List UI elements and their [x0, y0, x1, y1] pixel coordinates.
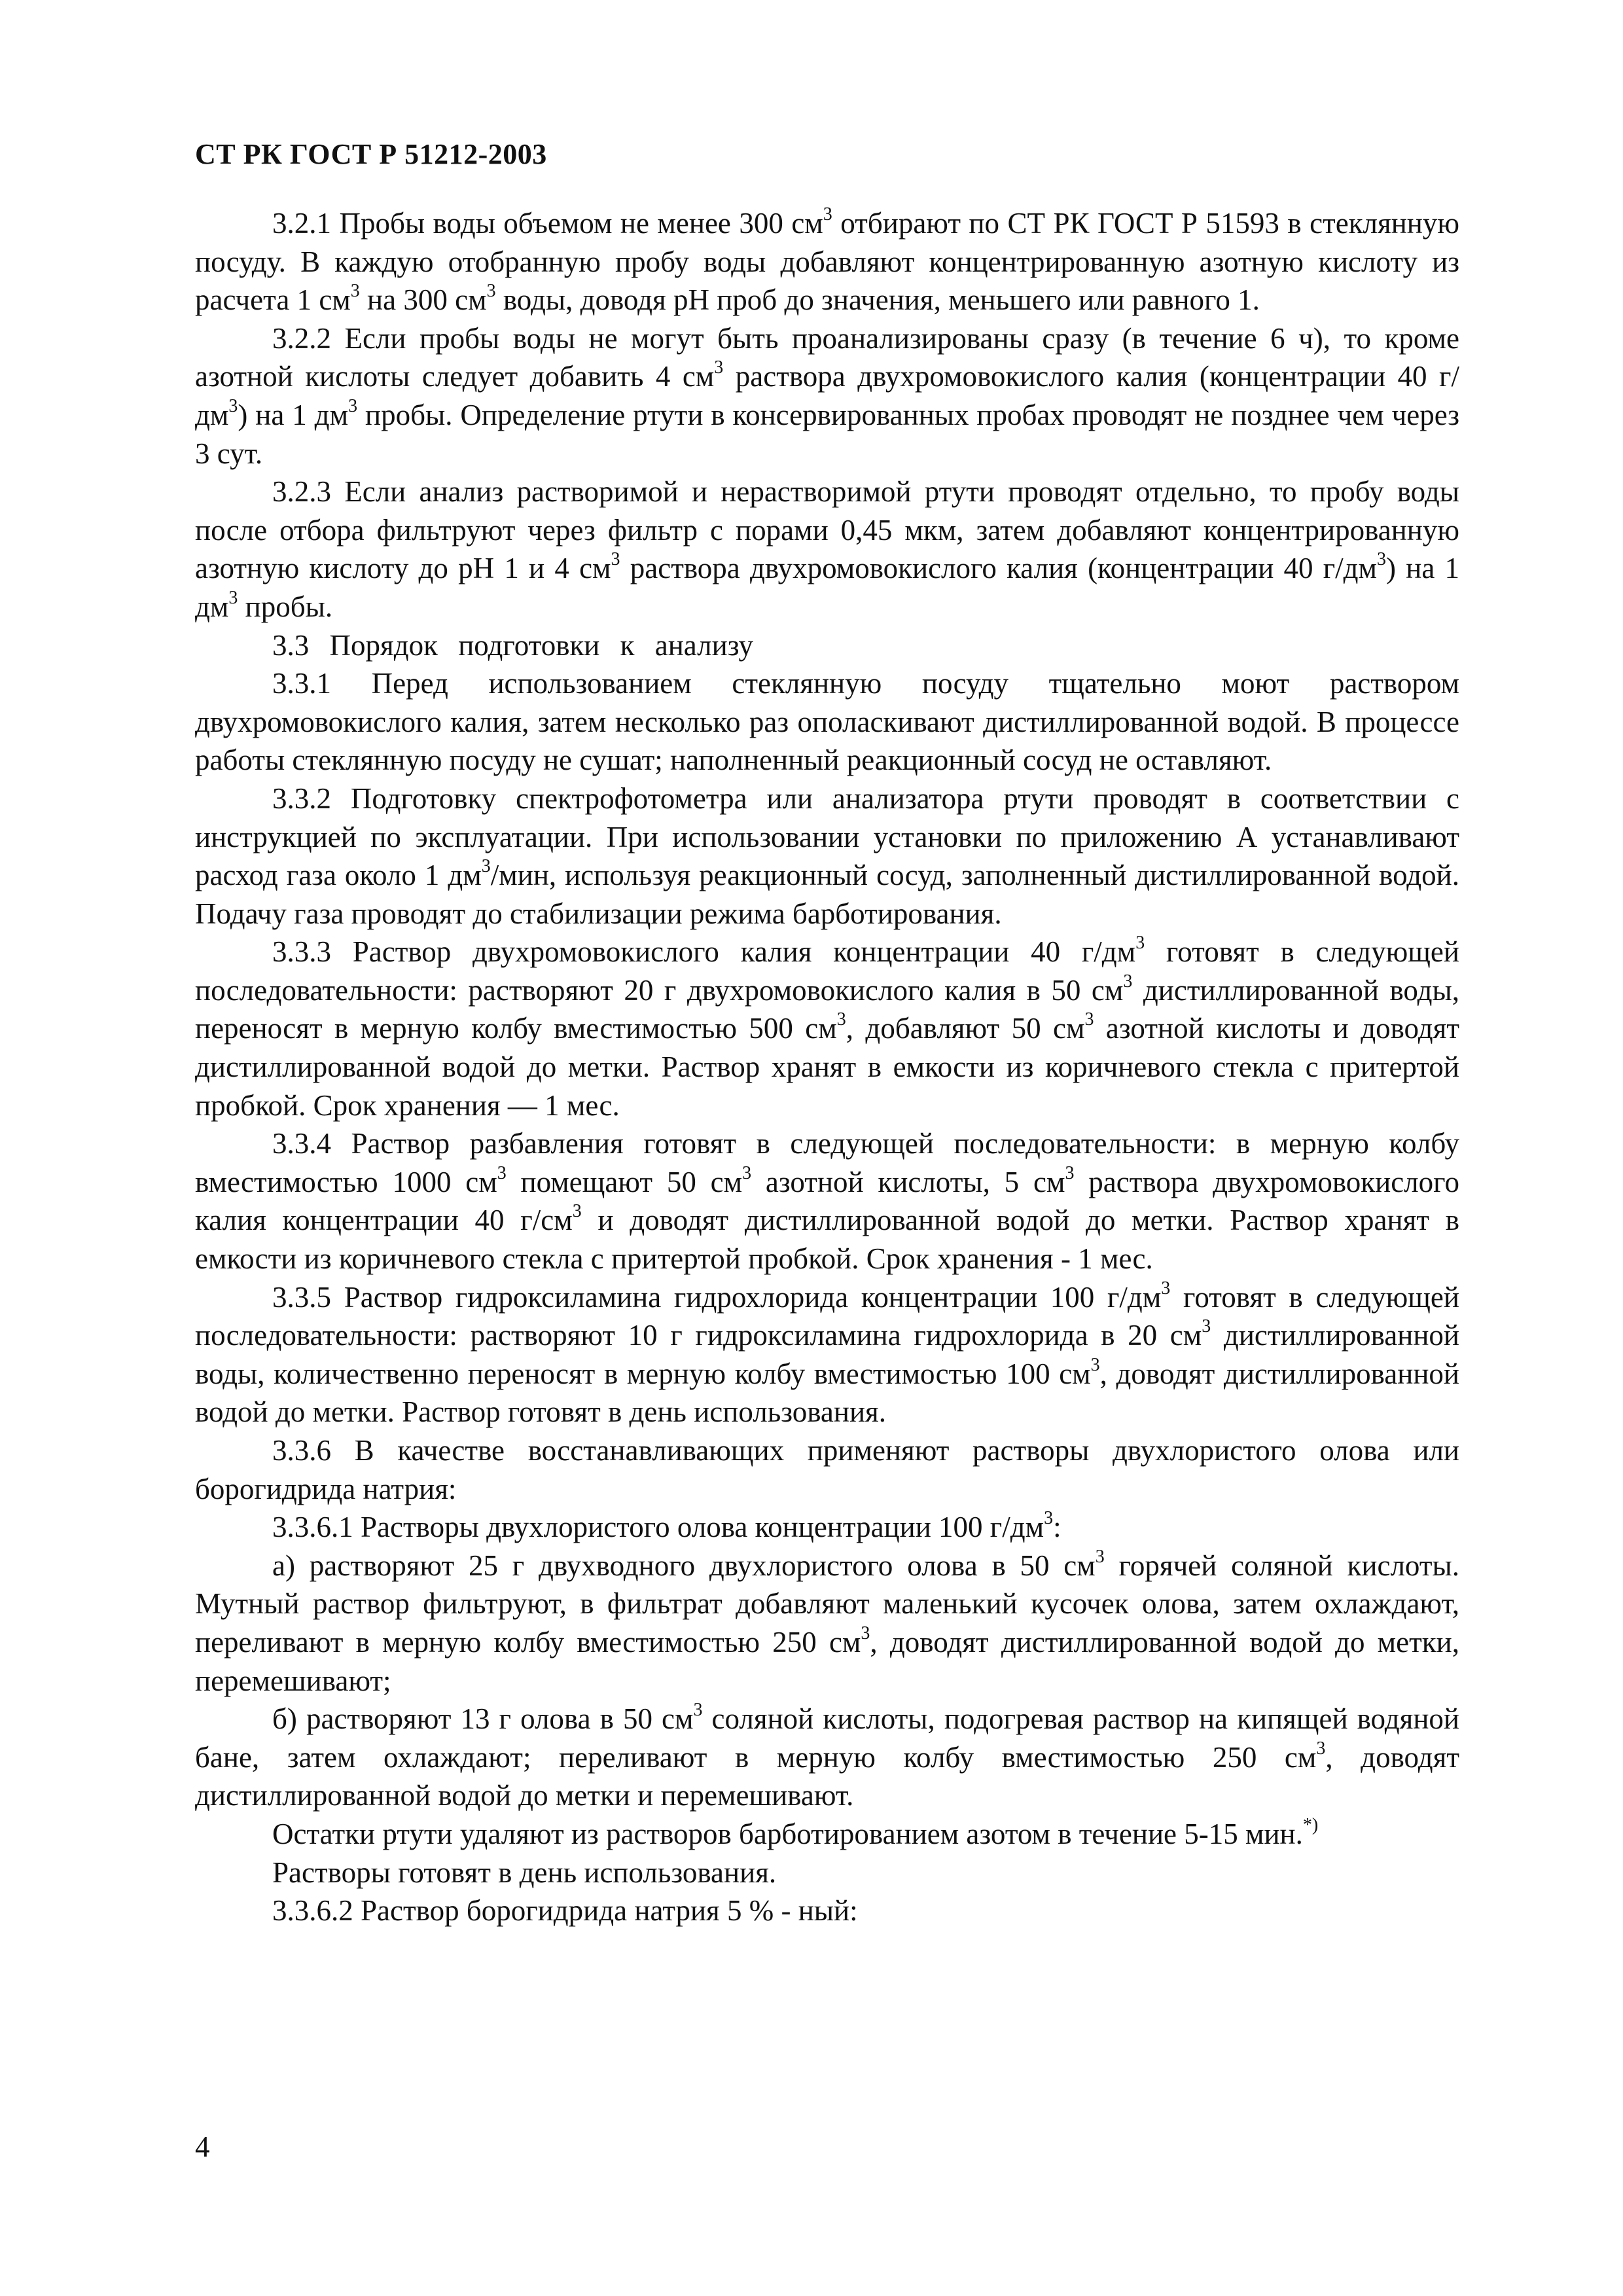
list-item-a: а) растворяют 25 г двухводного двухлористого олова в 50 $см^3$ горячей соляной кислоты. Мутный раствор фильтруют, в фильтрат добавляют маленький кусочек олова, затем охлаждают, переливают в мерную колбу вместимостью 250 $см^3$, доводят дистиллированной водой до метки, перемешивают; — [195, 1546, 1459, 1697]
page-number: 4 — [195, 2130, 210, 2163]
paragraph-3-3-3: 3.3.3 Раствор двухромовокислого калия концентрации 40 $г/дм^3$ готовят в следующей последовательности: растворяют 20 г двухромовокислого калия в 50 $см^3$ дистиллированной воды, переносят в мерную колбу вместимостью 500 $см^3$, добавляют 50 $см^3$ азотной кислоты и доводят дистиллированной водой до метки. Раствор хранят в емкости из коричневого стекла с притертой пробкой. Срок хранения — 1 мес. — [195, 933, 1459, 1122]
paragraph-prepare-same-day: Растворы готовят в день использования. — [272, 1856, 777, 1889]
list-item-b: б) растворяют 13 г олова в 50 $см^3$ соляной кислоты, подогревая раствор на кипящей водяной бане, затем охлаждают; переливают в мерную колбу вместимостью 250 $см^3$, доводят дистиллированной водой до метки и перемешивают. — [195, 1700, 1459, 1812]
paragraph-3-3-5: 3.3.5 Раствор гидроксиламина гидрохлорида концентрации 100 $г/дм^3$ готовят в следующей последовательности: растворяют 10 г гидроксиламина гидрохлорида в 20 $см^3$ дистиллированной воды, количественно переносят в мерную колбу вместимостью 100 $см^3$, доводят дистиллированной водой до метки. Раствор готовят в день использования. — [195, 1278, 1459, 1429]
paragraph-3-2-2: 3.2.2 Если пробы воды не могут быть проанализированы сразу (в течение 6 ч), то кроме азотной кислоты следует добавить 4 $см^3$ раствора двухромовокислого калия (концентрации 40 $г/дм^3$) на 1 $дм^3$ пробы. Определение ртути в консервированных пробах проводят не позднее чем через 3 сут. — [195, 321, 1459, 470]
paragraph-3-3-6-2: 3.3.6.2 Раствор борогидрида натрия 5 % - ный: — [272, 1894, 858, 1928]
paragraph-3-2-1: 3.2.1 Пробы воды объемом не менее 300 $см^3$ отбирают по СТ РК ГОСТ Р 51593 в стеклянную посуду. В каждую отобранную пробу воды добавляют концентрированную азотную кислоту из расчета 1 $см^3$ на 300 $см^3$ воды, доводя pH проб до значения, меньшего или равного 1. — [195, 204, 1459, 317]
paragraph-3-2-3: 3.2.3 Если анализ растворимой и нерастворимой ртути проводят отдельно, то пробу воды после отбора фильтруют через фильтр с порами 0,45 мкм, затем добавляют концентрированную азотную кислоту до pH 1 и 4 $см^3$ раствора двухромовокислого калия (концентрации 40 $г/дм^3$) на 1 $дм^3$ пробы. — [195, 475, 1460, 623]
paragraph-3-3-4: 3.3.4 Раствор разбавления готовят в следующей последовательности: в мерную колбу вместимостью 1000 $см^3$ помещают 50 $см^3$ азотной кислоты, 5 $см^3$ раствора двухромовокислого калия концентрации 40 $г/см^3$ и доводят дистиллированной водой до метки. Раствор хранят в емкости из коричневого стекла с притертой пробкой. Срок хранения - 1 мес. — [195, 1127, 1459, 1276]
paragraph-3-3-6-1: 3.3.6.1 Растворы двухлористого олова концентрации 100 $г/дм^3$: — [272, 1508, 1061, 1544]
document-header: СТ РК ГОСТ Р 51212-2003 — [195, 138, 547, 170]
paragraph-mercury-removal: Остатки ртути удаляют из растворов барботированием азотом в течение 5-15 мин.*) — [272, 1814, 1319, 1850]
paragraph-3-3-2: 3.3.2 Подготовку спектрофотометра или анализатора ртути проводят в соответствии с инструкцией по эксплуатации. При использовании установки по приложению А устанавливают расход газа около 1 $дм^3$/мин, используя реакционный сосуд, заполненный дистиллированной водой. Подачу газа проводят до стабилизации режима барботирования. — [195, 781, 1459, 930]
paragraph-3-3-1: 3.3.1 Перед использованием стеклянную посуду тщательно моют раствором двухромовокислого калия, затем несколько раз ополаскивают дистиллированной водой. В процессе работы стеклянную посуду не сушат; наполненный реакционный сосуд не оставляют. — [195, 667, 1459, 777]
section-heading-3-3: 3.3 Порядок подготовки к анализу — [272, 628, 754, 662]
paragraph-3-3-6: 3.3.6 В качестве восстанавливающих применяют растворы двухлористого олова или борогидрида натрия: — [195, 1434, 1459, 1505]
document-body — [195, 204, 1459, 1930]
footnote-marker: *) — [1302, 1814, 1319, 1835]
